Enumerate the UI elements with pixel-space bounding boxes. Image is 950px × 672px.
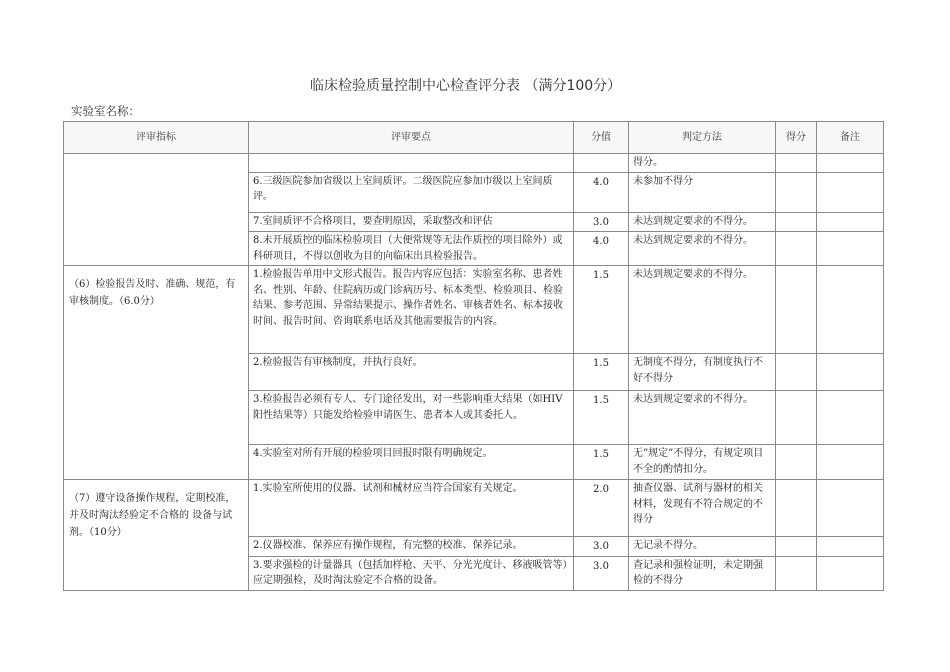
point-cell: 7.室间质评不合格项目，要查明原因，采取整改和评估 <box>249 212 574 232</box>
method-cell: 查记录和强检证明，未定期强检的不得分 <box>629 556 776 590</box>
got-cell[interactable] <box>776 154 817 173</box>
got-cell[interactable] <box>776 172 817 212</box>
method-cell: 未达到规定要求的不得分。 <box>629 232 776 266</box>
score-cell <box>574 154 629 173</box>
score-cell: 1.5 <box>574 266 629 354</box>
got-cell[interactable] <box>776 445 817 480</box>
remark-cell[interactable] <box>817 391 884 445</box>
header-indicator: 评审指标 <box>64 122 249 154</box>
remark-cell[interactable] <box>817 266 884 354</box>
method-cell: 抽查仪器、试剂与器材的相关材料，发现有不符合规定的不得分 <box>629 480 776 537</box>
header-points: 评审要点 <box>249 122 574 154</box>
got-cell[interactable] <box>776 212 817 232</box>
score-cell: 2.0 <box>574 480 629 537</box>
table-header-row <box>64 122 884 154</box>
header-remark: 备注 <box>817 122 884 154</box>
header-got: 得分 <box>776 122 817 154</box>
point-cell <box>249 154 574 173</box>
lab-name-label: 实验室名称： <box>71 104 140 118</box>
score-table <box>63 121 884 591</box>
point-cell: 6.三级医院参加省级以上室间质评。二级医院应参加市级以上室间质评。 <box>249 172 574 212</box>
remark-cell[interactable] <box>817 556 884 590</box>
got-cell[interactable] <box>776 556 817 590</box>
page-title: 临床检验质量控制中心检查评分表 （满分100分） <box>310 78 622 94</box>
header-score: 分值 <box>574 122 629 154</box>
indicator-cell: （6）检验报告及时、准确、规范，有审核制度。（6.0分） <box>64 266 249 480</box>
method-cell: 得分。 <box>629 154 776 173</box>
score-cell: 1.5 <box>574 391 629 445</box>
method-cell: 无记录不得分。 <box>629 537 776 557</box>
remark-cell[interactable] <box>817 480 884 537</box>
score-cell: 1.5 <box>574 354 629 391</box>
got-cell[interactable] <box>776 537 817 557</box>
point-cell: 3.要求强检的计量器具（包括加样枪、天平、分光光度计、移液吸管等）应定期强检，及时淘汰验定不合格的设备。 <box>249 556 574 590</box>
remark-cell[interactable] <box>817 212 884 232</box>
score-cell: 4.0 <box>574 172 629 212</box>
point-cell: 4.实验室对所有开展的检验项目回报时限有明确规定。 <box>249 445 574 480</box>
got-cell[interactable] <box>776 354 817 391</box>
score-cell: 4.0 <box>574 232 629 266</box>
indicator-cell <box>64 154 249 266</box>
remark-cell[interactable] <box>817 445 884 480</box>
score-cell: 3.0 <box>574 212 629 232</box>
header-method: 判定方法 <box>629 122 776 154</box>
table-row <box>64 480 884 537</box>
got-cell[interactable] <box>776 480 817 537</box>
method-cell: 未达到规定要求的不得分。 <box>629 266 776 354</box>
remark-cell[interactable] <box>817 537 884 557</box>
indicator-cell: （7）遵守设备操作规程，定期校准，并及时淘汰经验定不合格的 设备与试剂。（10分） <box>64 480 249 591</box>
method-cell: 未达到规定要求的不得分。 <box>629 212 776 232</box>
got-cell[interactable] <box>776 232 817 266</box>
point-cell: 1.实验室所使用的仪器、试剂和械材应当符合国家有关规定。 <box>249 480 574 537</box>
point-cell: 2.检验报告有审核制度，并执行良好。 <box>249 354 574 391</box>
method-cell: 无制度不得分，有制度执行不好不得分 <box>629 354 776 391</box>
point-cell: 2.仪器校准、保养应有操作规程，有完整的校准、保养记录。 <box>249 537 574 557</box>
score-cell: 3.0 <box>574 556 629 590</box>
remark-cell[interactable] <box>817 172 884 212</box>
remark-cell[interactable] <box>817 354 884 391</box>
table-row <box>64 266 884 354</box>
point-cell: 8.未开展质控的临床检验项目（大便常规等无法作质控的项目除外）或科研项目，不得以创收为目的向临床出具检验报告。 <box>249 232 574 266</box>
remark-cell[interactable] <box>817 154 884 173</box>
table-row <box>64 154 884 173</box>
score-cell: 3.0 <box>574 537 629 557</box>
score-cell: 1.5 <box>574 445 629 480</box>
got-cell[interactable] <box>776 391 817 445</box>
point-cell: 1.检验报告单用中文形式报告。报告内容应包括：实验室名称、患者姓名、性别、年龄、住院病历或门诊病历号、标本类型、检验项目、检验结果、参考范围、异常结果提示、操作者姓名、审核者姓名、标本接收时间、报告时间、咨询联系电话及其他需要报告的内容。 <box>249 266 574 354</box>
got-cell[interactable] <box>776 266 817 354</box>
remark-cell[interactable] <box>817 232 884 266</box>
method-cell: 未达到规定要求的不得分。 <box>629 391 776 445</box>
method-cell: 未参加不得分 <box>629 172 776 212</box>
point-cell: 3.检验报告必须有专人、专门途径发出，对一些影响重大结果（如HIV阳性结果等）只能发给检验申请医生、患者本人或其委托人。 <box>249 391 574 445</box>
method-cell: 无”规定”不得分，有规定项目不全的酌情扣分。 <box>629 445 776 480</box>
